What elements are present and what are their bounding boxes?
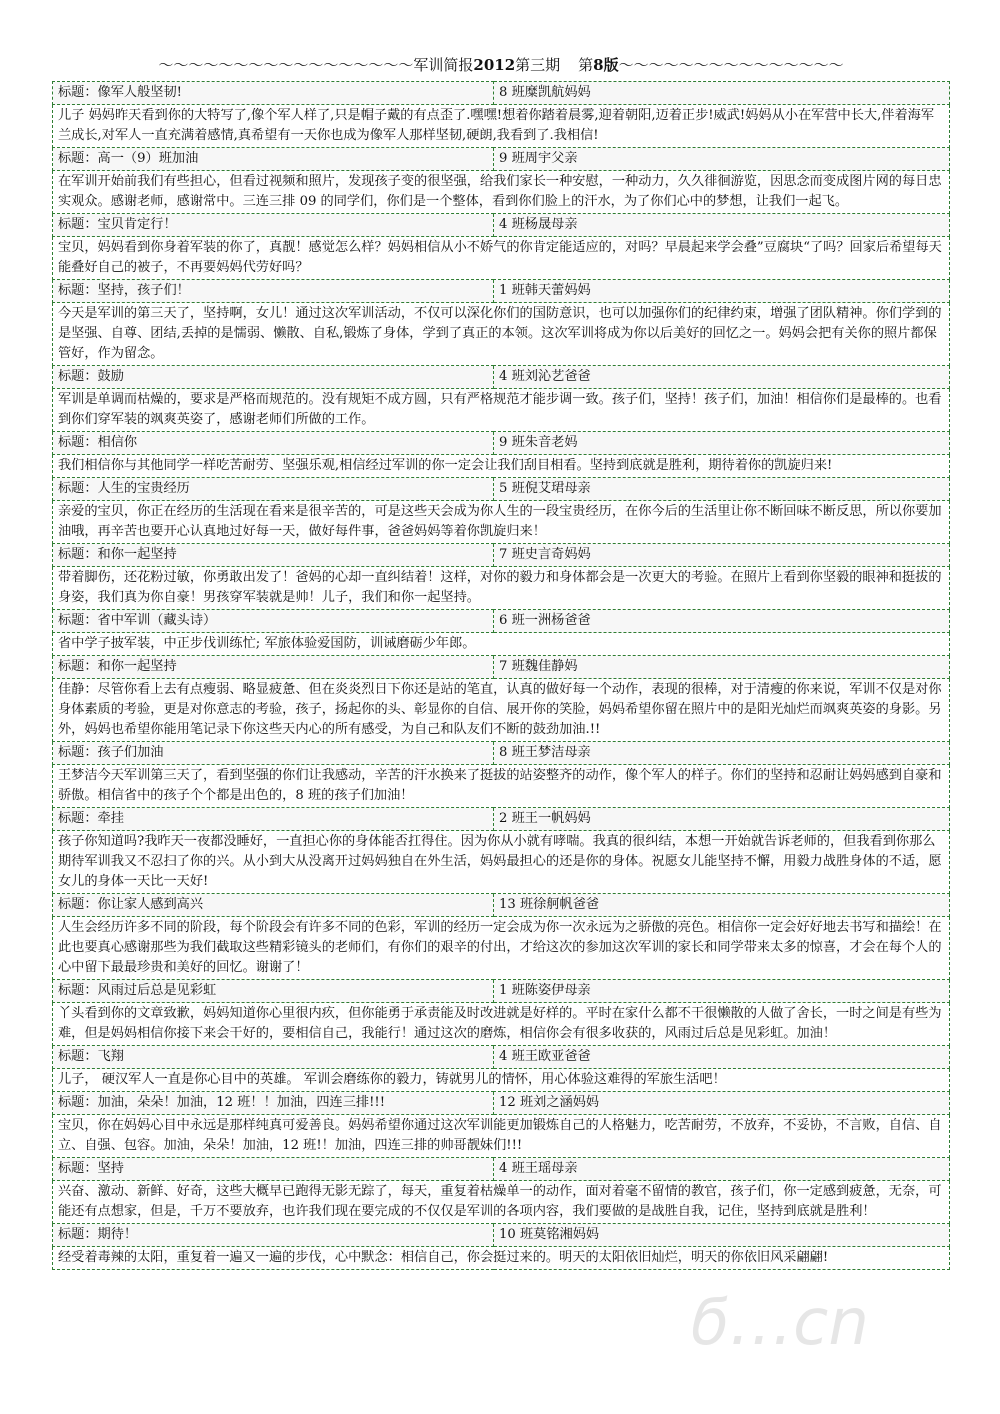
entry-title-row — [53, 1092, 950, 1115]
entry-message: 宝贝，你在妈妈心目中永远是那样纯真可爱善良。妈妈希望你通过这次军训能更加锻炼自己的人格魅力，吃苦耐劳，不放弃，不妥协，不言败，自信、自立、自强、包容。加油，朵朵！加油，12 班!！加油，四连三排的帅哥靓妹们!!! — [53, 1115, 950, 1158]
entry-body-row — [53, 917, 950, 980]
entry-message: 王梦洁今天军训第三天了，看到坚强的你们让我感动，辛苦的汗水换来了挺拔的站姿整齐的动作，像个军人的样子。你们的坚持和忍耐让妈妈感到自豪和骄傲。相信省中的孩子个个都是出色的，8 班的孩子们加油！ — [53, 765, 950, 808]
entry-message: 兴奋、激动、新鲜、好奇，这些大概早已跑得无影无踪了，每天，重复着枯燥单一的动作，面对着毫不留情的教官，孩子们，你一定感到疲惫，无奈，可能还有点想家，但是，千万不要放弃，也许我们现在要完成的不仅仅是军训的各项内容，我们要做的是战胜自我，记住，坚持到底就是胜利！ — [53, 1181, 950, 1224]
entry-title-row — [53, 478, 950, 501]
entry-title: 标题：牵挂 — [53, 808, 494, 831]
entry-title: 标题：期待！ — [53, 1224, 494, 1247]
entry-title: 标题：坚持 — [53, 1158, 494, 1181]
entry-body-row — [53, 389, 950, 432]
svg-text:ϭ…cn: ϭ…cn — [690, 1286, 869, 1360]
entry-title-row — [53, 82, 950, 105]
entry-title-row — [53, 214, 950, 237]
entry-title-row — [53, 742, 950, 765]
entry-message: 带着脚伤，还花粉过敏，你勇敢出发了！爸妈的心却一直纠结着！这样，对你的毅力和身体都会是一次更大的考验。在照片上看到你坚毅的眼神和挺拔的身姿，我们真为你自豪！男孩穿军装就是帅！儿子，我们和你一起坚持。 — [53, 567, 950, 610]
entry-author: 8 班糜凯航妈妈 — [494, 82, 950, 105]
entry-author: 12 班刘之涵妈妈 — [494, 1092, 950, 1115]
entry-title: 标题：你让家人感到高兴 — [53, 894, 494, 917]
entry-title-row — [53, 148, 950, 171]
entry-body-row — [53, 171, 950, 214]
entry-message: 丫头看到你的文章致歉，妈妈知道你心里很内疚，但你能勇于承责能及时改进就是好样的。平时在家什么都不干很懒散的人做了舍长，一时之间是有些为难，但是妈妈相信你接下来会干好的，要相信自己，我能行！通过这次的磨炼，相信你会有很多收获的，风雨过后总是见彩虹。加油！ — [53, 1003, 950, 1046]
entry-author: 7 班史言奇妈妈 — [494, 544, 950, 567]
entry-title-row — [53, 610, 950, 633]
header-page-number: 8 — [593, 56, 604, 74]
header-page-suffix: 版 — [603, 56, 619, 74]
page-header — [52, 52, 950, 78]
entry-author: 9 班周宇父亲 — [494, 148, 950, 171]
entry-title-row — [53, 366, 950, 389]
entry-author: 5 班倪艾珺母亲 — [494, 478, 950, 501]
watermark-logo — [680, 1274, 940, 1364]
entry-title-row — [53, 894, 950, 917]
entry-message: 佳静：尽管你看上去有点瘦弱、略显疲惫、但在炎炎烈日下你还是站的笔直，认真的做好每一个动作，表现的很棒，对于清瘦的你来说，军训不仅是对你身体素质的考验，更是对你意志的考验，孩子，扬起你的头、彰显你的自信、展开你的笑脸，妈妈希望你留在照片中的是阳光灿烂而飒爽英姿的身影。另外，妈妈也希望你能用笔记录下你这些天内心的所有感受，为自己和队友们不断的鼓劲加油.!! — [53, 679, 950, 742]
entry-body-row — [53, 455, 950, 478]
entry-message: 我们相信你与其他同学一样吃苦耐劳、坚强乐观,相信经过军训的你一定会让我们刮目相看。坚持到底就是胜利，期待着你的凯旋归来! — [53, 455, 950, 478]
entry-body-row — [53, 237, 950, 280]
entry-author: 4 班杨晟母亲 — [494, 214, 950, 237]
header-page-label: 第 — [578, 56, 594, 74]
entry-title-row — [53, 1158, 950, 1181]
messages-table — [52, 81, 950, 1270]
entry-body-row — [53, 633, 950, 656]
entry-title: 标题：相信你 — [53, 432, 494, 455]
entry-message: 人生会经历许多不同的阶段，每个阶段会有许多不同的色彩，军训的经历一定会成为你一次永远为之骄傲的亮色。相信你一定会好好地去书写和描绘！在此也要真心感谢那些为我们截取这些精彩镜头的老师们，有你们的艰辛的付出，才给这次的参加这次军训的家长和同学带来太多的惊喜，才会在每个人的心中留下最最珍贵和美好的回忆。谢谢了！ — [53, 917, 950, 980]
messages-table-body — [53, 82, 950, 1270]
entry-message: 今天是军训的第三天了，坚持啊，女儿！通过这次军训活动，不仅可以深化你们的国防意识，也可以加强你们的纪律约束，增强了团队精神。你们学到的是坚强、自尊、团结,丢掉的是懦弱、懒散、自私,锻炼了身体，学到了真正的本领。这次军训将成为你以后美好的回忆之一。妈妈会把有关你的照片都保管好，作为留念。 — [53, 303, 950, 366]
entry-title-row — [53, 280, 950, 303]
entry-title: 标题：孩子们加油 — [53, 742, 494, 765]
entry-title: 标题：飞翔 — [53, 1046, 494, 1069]
entry-title-row — [53, 656, 950, 679]
entry-title: 标题：人生的宝贵经历 — [53, 478, 494, 501]
entry-body-row — [53, 1247, 950, 1270]
entry-title: 标题：风雨过后总是见彩虹 — [53, 980, 494, 1003]
entry-body-row — [53, 1003, 950, 1046]
entry-body-row — [53, 303, 950, 366]
entry-author: 10 班莫铭湘妈妈 — [494, 1224, 950, 1247]
entry-body-row — [53, 1115, 950, 1158]
entry-author: 1 班陈姿伊母亲 — [494, 980, 950, 1003]
entry-body-row — [53, 1069, 950, 1092]
entry-author: 8 班王梦洁母亲 — [494, 742, 950, 765]
entry-body-row — [53, 105, 950, 148]
entry-title: 标题：宝贝肯定行！ — [53, 214, 494, 237]
entry-author: 1 班韩天蕾妈妈 — [494, 280, 950, 303]
entry-message: 儿子 妈妈昨天看到你的大特写了,像个军人样了,只是帽子戴的有点歪了.嘿嘿!想着你踏着晨雾,迎着朝阳,迈着正步!威武!妈妈从小在军营中长大,伴着海军兰成长,对军人一直充满着感情,真希望有一天你也成为像军人那样坚韧,硬朗,我看到了.我相信! — [53, 105, 950, 148]
header-waves-right: ～～～～～～～～～～～～～～～ — [618, 56, 844, 74]
entry-message: 省中学子披军装，中正步伐训练忙; 军旅体验爱国防，训诫磨砺少年郎。 — [53, 633, 950, 656]
entry-message: 在军训开始前我们有些担心，但看过视频和照片，发现孩子变的很坚强，给我们家长一种安慰，一种动力，久久徘徊游览，因思念而变成图片网的每日忠实观众。感谢老师，感谢常中。三连三排 09 的同学们，你们是一个整体，看到你们脸上的汗水，为了你们心中的梦想，让我们一起飞。 — [53, 171, 950, 214]
entry-title: 标题：高一（9）班加油 — [53, 148, 494, 171]
entry-title-row — [53, 432, 950, 455]
header-issue: 第三期 — [515, 56, 561, 74]
entry-title: 标题：和你一起坚持 — [53, 656, 494, 679]
entry-author: 7 班魏佳静妈 — [494, 656, 950, 679]
entry-message: 经受着毒辣的太阳，重复着一遍又一遍的步伐，心中默念：相信自己，你会挺过来的。明天的太阳依旧灿烂，明天的你依旧风采翩翩! — [53, 1247, 950, 1270]
entry-title: 标题：和你一起坚持 — [53, 544, 494, 567]
entry-body-row — [53, 765, 950, 808]
entry-author: 13 班徐舸帆爸爸 — [494, 894, 950, 917]
entry-author: 2 班王一帆妈妈 — [494, 808, 950, 831]
entry-author: 4 班王欧亚爸爸 — [494, 1046, 950, 1069]
entry-title-row — [53, 544, 950, 567]
entry-author: 6 班一洲杨爸爸 — [494, 610, 950, 633]
entry-message: 孩子你知道吗?我昨天一夜都没睡好，一直担心你的身体能否扛得住。因为你从小就有哮喘。我真的很纠结，本想一开始就告诉老师的，但我看到你那么期待军训我又不忍扫了你的兴。从小到大从没离开过妈妈独自在外生活，妈妈最担心的还是你的身体。祝愿女儿能坚持不懈，用毅力战胜身体的不适，愿女儿的身体一天比一天好! — [53, 831, 950, 894]
newsletter-page — [52, 52, 950, 1270]
entry-title-row — [53, 1046, 950, 1069]
entry-title-row — [53, 1224, 950, 1247]
entry-message: 儿子， 硬汉军人一直是你心目中的英雄。 军训会磨练你的毅力，铸就男儿的情怀，用心体验这难得的军旅生活吧！ — [53, 1069, 950, 1092]
entry-author: 4 班王瑶母亲 — [494, 1158, 950, 1181]
entry-title: 标题：鼓励 — [53, 366, 494, 389]
entry-body-row — [53, 501, 950, 544]
entry-author: 9 班朱音老妈 — [494, 432, 950, 455]
entry-body-row — [53, 679, 950, 742]
entry-title: 标题：省中军训（藏头诗） — [53, 610, 494, 633]
entry-message: 亲爱的宝贝，你正在经历的生活现在看来是很辛苦的，可是这些天会成为你人生的一段宝贵经历，在你今后的生活里让你不断回味不断反思，所以你要加油哦，再辛苦也要开心认真地过好每一天，做好每件事，爸爸妈妈等着你凯旋归来！ — [53, 501, 950, 544]
entry-title: 标题：像军人般坚韧! — [53, 82, 494, 105]
entry-author: 4 班刘沁艺爸爸 — [494, 366, 950, 389]
entry-title: 标题：坚持，孩子们！ — [53, 280, 494, 303]
entry-message: 宝贝，妈妈看到你身着军装的你了，真靓！感觉怎么样？妈妈相信从小不娇气的你肯定能适应的，对吗？早晨起来学会叠”豆腐块“了吗？回家后希望每天能叠好自己的被子，不再要妈妈代劳好吗？ — [53, 237, 950, 280]
entry-message: 军训是单调而枯燥的，要求是严格而规范的。没有规矩不成方圆，只有严格规范才能步调一致。孩子们，坚持！孩子们，加油！相信你们是最棒的。也看到你们穿军装的飒爽英姿了，感谢老师们所做的工作。 — [53, 389, 950, 432]
entry-title-row — [53, 808, 950, 831]
entry-title-row — [53, 980, 950, 1003]
header-waves-left: ～～～～～～～～～～～～～～～～～ — [158, 56, 414, 74]
entry-body-row — [53, 567, 950, 610]
entry-title: 标题：加油，朵朵！加油，12 班！！加油，四连三排!!! — [53, 1092, 494, 1115]
entry-body-row — [53, 1181, 950, 1224]
header-year: 2012 — [473, 56, 516, 74]
entry-body-row — [53, 831, 950, 894]
header-title: 军训简报 — [413, 56, 474, 74]
